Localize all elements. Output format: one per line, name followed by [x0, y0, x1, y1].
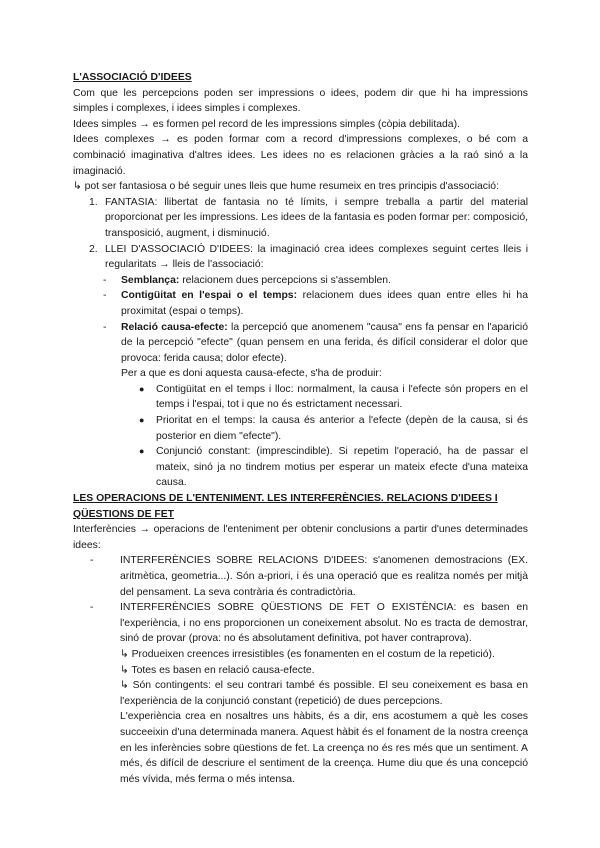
condition-text: Prioritat en el temps: la causa és anterior a l'efecte (depèn de la causa, si és posterior en diem "efecte"). — [156, 415, 528, 442]
law-term: Semblança: — [121, 274, 180, 286]
conditions-list — [121, 382, 528, 491]
dash-marker: - — [103, 274, 107, 286]
list-item — [73, 195, 528, 242]
dash-marker: - — [90, 555, 94, 567]
dash-marker: - — [103, 321, 107, 333]
dash-marker: - — [103, 290, 107, 302]
list-item — [73, 242, 528, 273]
principle-association-text: LLEI D'ASSOCIACIÓ D'IDEES: la imaginació crea idees complexes seguint certes lleis i regularitats → lleis de l'associació: — [105, 243, 528, 271]
inference-relations-text: INTERFERÈNCIES SOBRE RELACIONS D'IDEES: s'anomenen demostracions (EX. aritmètica, geometria...). Són a-priori, i és una operació que es realitza només per mitjà del pensament. La seva contrària és contradictòria. — [120, 555, 528, 598]
document-page — [73, 70, 528, 787]
facts-note: ↳ Són contingents: el seu contrari també és possible. El seu coneixement es basa en l'experiència de la conjunció constant (repetició) de dues percepcions. — [120, 680, 528, 707]
section2-intro: Interferències → operacions de l'enteniment per obtenir conclusions a partir d'unes determinades idees: — [73, 524, 528, 551]
law-term: Contigüitat en l'espai o el temps: — [121, 290, 298, 302]
list-item — [103, 273, 528, 289]
list-number: 1. — [89, 196, 98, 208]
habit-paragraph: L'experiència crea en nosaltres uns hàbits, és a dir, ens acostumem a què les coses succeeixin d'una determinada manera. Aquest hàbit és el fonament de la nostra creença en les inferències sobre qüestions de fet. La creença no és res més que un sentiment. A més, és difícil de descriure el sentiment de la creença. Hume diu que és una concepció més vívida, més ferma o més intensa. — [120, 711, 528, 785]
list-item — [103, 288, 528, 319]
law-text: relacionem dues idees quan entre elles hi ha proximitat (espai o temps). — [121, 290, 528, 317]
list-item — [103, 320, 528, 367]
principle-fantasy-text: FANTASIA: llibertat de fantasia no té límits, i sempre treballa a partir del material proporcionat per les impressions. Les idees de la fantasia es poden formar per: composició, transposició, augment, i disminució. — [105, 196, 528, 239]
simple-ideas-line: Idees simples → es formen pel record de les impressions simples (còpia debilitada). — [73, 118, 460, 130]
association-laws-list — [73, 273, 528, 491]
section-title: L'ASSOCIACIÓ D'IDEES — [73, 72, 192, 83]
bullet-marker: ● — [139, 383, 145, 394]
facts-note: ↳ Produeixen creences irresistibles (es fonamenten en el costum de la repetició). — [120, 648, 495, 660]
list-item — [139, 444, 528, 491]
inference-facts-text: INTERFERÈNCIES SOBRE QÜESTIONS DE FET O EXISTÈNCIA: es basen en l'experiència, i no ens proporcionen un coneixement absolut. No es tracta de demostrar, sinó de provar (prova: no és absolutament definitiva, pot haver contraprova). — [120, 602, 528, 645]
list-item — [139, 413, 528, 444]
intro-paragraph: Com que les percepcions poden ser impressions o idees, podem dir que hi ha impressions simples i complexes, i idees simples i complexes. — [73, 87, 528, 115]
conditions-intro: Per a que es doni aquesta causa-efecte, s'ha de produir: — [121, 368, 382, 380]
complex-ideas-paragraph: Idees complexes → es poden formar com a record d'impressions complexes, o bé com a combinació imaginativa d'altres idees. Les idees no es relacionen gràcies a la raó sinó a la imaginació. — [73, 134, 528, 177]
list-number: 2. — [89, 243, 98, 255]
association-lead-line: ↳ pot ser fantasiosa o bé seguir unes lleis que hume resumeix en tres principis d'associació: — [73, 181, 499, 193]
condition-text: Conjunció constant: (imprescindible). Si repetim l'operació, ha de passar el mateix, sinó ja no tindrem motius per esperar un mateix efecte d'una mateixa causa. — [156, 446, 528, 489]
law-term: Relació causa-efecte: — [121, 321, 228, 333]
list-item — [139, 382, 528, 413]
facts-note: ↳ Totes es basen en relació causa-efecte. — [120, 664, 315, 676]
list-item — [90, 553, 528, 600]
law-text: relacionem dues percepcions si s'assemblen. — [179, 274, 391, 286]
section2-title: LES OPERACIONS DE L'ENTENIMENT. LES INTERFERÈNCIES. RELACIONS D'IDEES I QÜESTIONS DE FET — [73, 493, 498, 520]
condition-text: Contigüitat en el temps i lloc: normalment, la causa i l'efecte són propers en el temps i l'espai, tot i que no és estrictament necessari. — [156, 383, 528, 411]
dash-marker: - — [90, 602, 94, 614]
law-text: la percepció que anomenem "causa" ens fa pensar en l'aparició de la percepció "efecte" (quan pensem en una ferida, és difícil considerar el dolor que provoca: ferida causa; dolor efecte). — [121, 321, 529, 364]
bullet-marker: ● — [139, 446, 145, 457]
principles-list — [73, 195, 528, 491]
list-item — [90, 600, 528, 787]
bullet-marker: ● — [139, 415, 145, 426]
inferences-list — [73, 553, 528, 787]
